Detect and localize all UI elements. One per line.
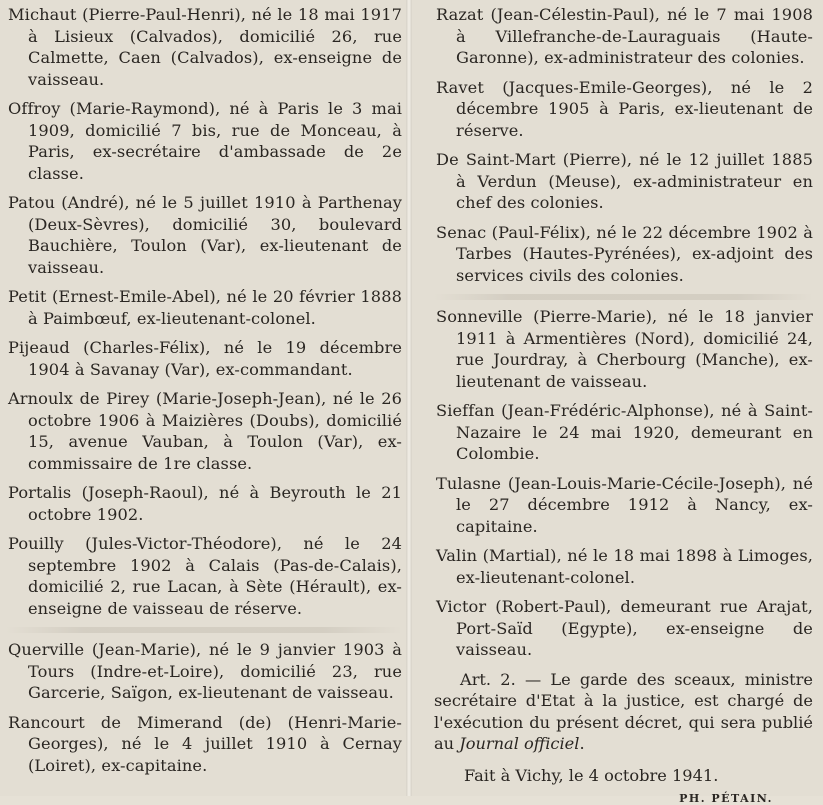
article-end: . [579,734,585,753]
entry-text: (Henri-Marie-Georges), né le 4 juillet 1910 à Cernay (Loiret), ex-capitaine. [28,712,402,775]
entry-name: Rancourt de Mimerand (de) [8,712,272,732]
entry-name: Michaut [8,5,77,24]
entry-name: Arnoulx de Pirey [8,389,150,408]
dateline: Fait à Vichy, le 4 octobre 1941. [464,765,719,785]
entry-name: Pijeaud [8,338,70,357]
entry-name: Victor [436,597,487,616]
entry-text: (Martial), né le 18 mai 1898 à Limoges, ex-lieutenant-colonel. [456,546,813,587]
left-column [0,0,410,796]
entry [434,400,813,465]
entry [434,306,813,392]
entry-text: (Jean-Marie), né le 9 janvier 1903 à Tours (Indre-et-Loire), domicilié 23, rue Garcerie, Saïgon, ex-lieutenant de vaisseau. [28,640,402,702]
entry [434,222,813,287]
entry-name: Tulasne [436,473,502,493]
entry [6,533,402,619]
article-2 [434,669,813,755]
entry-text: (Joseph-Raoul), né à Beyrouth le 21 octobre 1902. [28,483,402,524]
entry-name: Valin [436,546,478,565]
entry-text: (Charles-Félix), né le 19 décembre 1904 à Savanay (Var), ex-commandant. [28,338,402,379]
entry-name: Patou [8,193,55,212]
entry-name: Pouilly [8,534,64,553]
entry [6,192,402,278]
entry-name: Razat [436,5,484,24]
entry-name: Sonneville [436,307,523,326]
entry-text: (Pierre-Marie), né le 18 janvier 1911 à Armentières (Nord), domicilié 24, rue Jourdray, à Cherbourg (Manche), ex-lieutenant de vaisseau. [456,307,813,391]
entry [6,4,402,90]
entry-name: Offroy [8,99,61,118]
entry [6,337,402,380]
entry-text: (André), né le 5 juillet 1910 à Parthenay (Deux-Sèvres), domicilié 30, boulevard Bauchière, Toulon (Var), ex-lieutenant de vaisseau. [28,193,402,277]
article-label: Art. 2. [460,669,516,689]
entry-text: (Marie-Joseph-Jean), né le 26 octobre 1906 à Maizières (Doubs), domicilié 15, avenue Vauban, à Toulon (Var), ex-commissaire de 1re classe. [28,389,403,473]
entry [434,596,813,661]
entry-text: (Pierre), né le 12 juillet 1885 à Verdun (Meuse), ex-administrateur en chef des colonies. [456,150,813,212]
entry-name: Sieffan [436,401,495,420]
entry [6,482,402,525]
right-entries [434,4,813,661]
entry-name: De Saint-Mart [436,150,556,169]
entry [434,77,813,142]
right-column [410,0,823,805]
entry-name: Querville [8,640,85,659]
entry [6,639,402,704]
entry-text: (Marie-Raymond), né à Paris le 3 mai 1909, domicilié 7 bis, rue de Monceau, à Paris, ex-secrétaire d'ambassade de 2e classe. [28,99,402,183]
entry-text: (Ernest-Emile-Abel), né le 20 février 1888 à Paimbœuf, ex-lieutenant-colonel. [28,287,402,328]
entry-name: Petit [8,287,47,306]
entry [434,149,813,214]
entry-text: (Jules-Victor-Théodore), né le 24 septembre 1902 à Calais (Pas-de-Calais), domicilié 2, rue Lacan, à Sète (Hérault), ex-enseigne de vaisseau de réserve. [28,534,402,618]
entry-name: Senac [436,222,487,242]
entry-text: (Pierre-Paul-Henri), né le 18 mai 1917 à Lisieux (Calvados), domicilié 26, rue Calmette, Caen (Calvados), ex-enseigne de vaisseau. [28,5,402,89]
separator [6,627,402,633]
journal-title: Journal officiel [459,734,580,753]
entry-name: Ravet [436,77,484,97]
entry-name: Portalis [8,483,72,502]
entry [6,388,402,474]
entry [434,473,813,538]
entry [6,98,402,184]
signature: PH. PÉTAIN. [679,792,773,805]
entry-text: (Jacques-Emile-Georges), né le 2 décembre 1905 à Paris, ex-lieutenant de réserve. [456,77,813,140]
entry-text: (Paul-Félix), né le 22 décembre 1902 à Tarbes (Hautes-Pyrénées), ex-adjoint des services civils des colonies. [456,222,813,285]
entry [434,4,813,69]
entry-text: (Jean-Louis-Marie-Cécile-Joseph), né le 27 décembre 1912 à Nancy, ex-capitaine. [456,473,813,536]
entry [6,286,402,329]
entry-text: (Robert-Paul), demeurant rue Arajat, Port-Saïd (Egypte), ex-enseigne de vaisseau. [456,597,813,659]
entry-text: (Jean-Célestin-Paul), né le 7 mai 1908 à Villefranche-de-Lauraguais (Haute-Garonne), ex-administrateur des colonies. [456,5,813,67]
entry-text: (Jean-Frédéric-Alphonse), né à Saint-Nazaire le 24 mai 1920, demeurant en Colombie. [456,401,813,463]
separator [434,294,813,300]
entry [434,545,813,588]
article-text: — Le garde des sceaux, ministre secrétaire d'Etat à la justice, est chargé de l'exécution du présent décret, qui sera publié au [434,669,813,753]
entry [6,712,402,777]
